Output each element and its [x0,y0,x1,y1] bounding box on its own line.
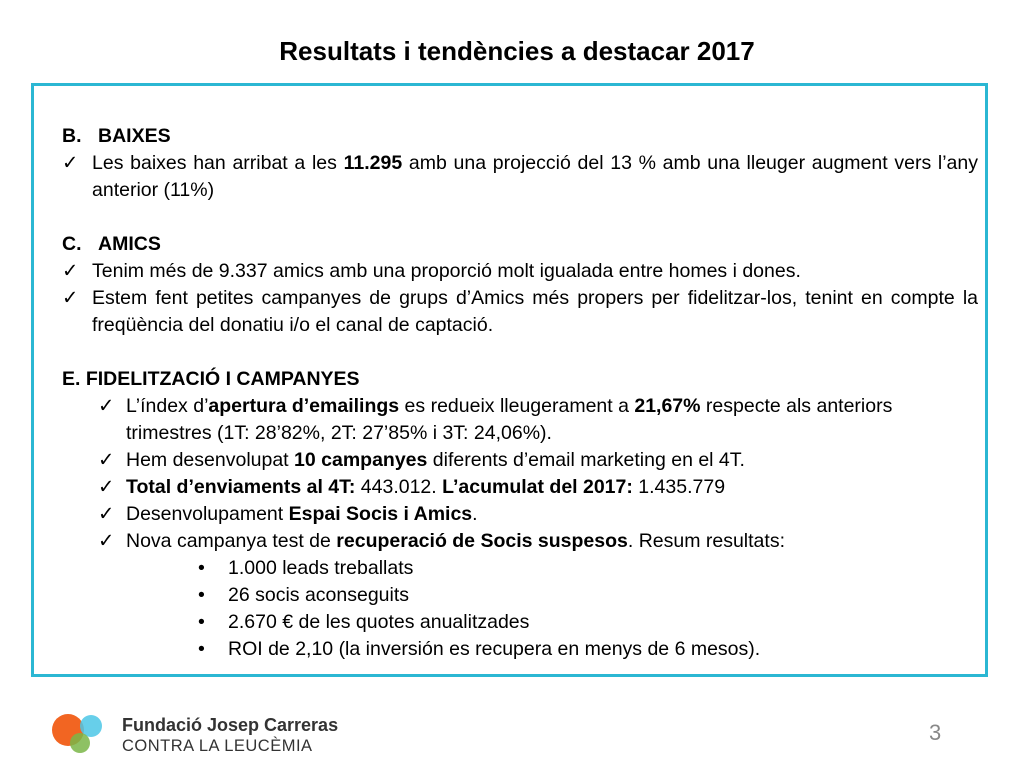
section-heading-baixes [62,123,978,150]
bullet-icon: • [198,584,205,606]
check-icon: ✓ [62,152,79,174]
page-number: 3 [929,720,942,745]
fundacio-logo-icon [48,706,108,754]
section-heading-amics [62,231,978,258]
slide-content [62,123,978,663]
list-item: ✓ Hem desenvolupat 10 campanyes diferents d’email marketing en el 4T. [62,447,978,474]
section-letter: B. [62,125,82,147]
section-heading-fidelitzacio: E. FIDELITZACIÓ I CAMPANYES [62,368,360,390]
check-icon: ✓ [62,260,79,282]
check-icon: ✓ [98,530,115,552]
list-item: ✓ Tenim més de 9.337 amics amb una proporció molt igualada entre homes i dones. [62,258,978,285]
brand-tagline: CONTRA LA LEUCÈMIA [122,737,313,755]
list-item: ✓ L’índex d’apertura d’emailings es redueix lleugerament a 21,67% respecte als anteriors trimestres (1T: 28’82%, 2T: 27’85% i 3T: 24,06%). [98,395,893,444]
check-icon: ✓ [98,395,115,417]
bullet-icon: • [198,638,205,660]
logo-green-circle [70,733,90,753]
list-item: ✓ Les baixes han arribat a les 11.295 amb una projecció del 13 % amb una lleuger augment vers l’any anterior (11%) [62,152,978,201]
check-icon: ✓ [98,503,115,525]
section-title: AMICS [98,233,161,255]
bullet-item: • 26 socis aconseguits [62,582,978,609]
bullet-item: • 1.000 leads treballats [62,555,978,582]
bullet-item: • ROI de 2,10 (la inversión es recupera en menys de 6 mesos). [62,636,978,663]
list-item: ✓ Nova campanya test de recuperació de Socis suspesos. Resum resultats: [62,528,978,555]
slide-title: Resultats i tendències a destacar 2017 [279,36,755,66]
bullet-icon: • [198,557,205,579]
check-icon: ✓ [98,476,115,498]
list-item: ✓ Total d’enviaments al 4T: 443.012. L’acumulat del 2017: 1.435.779 [62,474,978,501]
section-letter: C. [62,233,82,255]
check-icon: ✓ [62,287,79,309]
bullet-item: • 2.670 € de les quotes anualitzades [62,609,978,636]
check-icon: ✓ [98,449,115,471]
section-title: BAIXES [98,125,171,147]
list-item: ✓ Estem fent petites campanyes de grups d’Amics més propers per fidelitzar-los, tenint en compte la freqüència del donatiu i/o el canal de captació. [62,287,978,336]
list-item: ✓ Desenvolupament Espai Socis i Amics. [62,501,978,528]
brand-name: Fundació Josep Carreras [122,715,339,735]
bullet-icon: • [198,611,205,633]
